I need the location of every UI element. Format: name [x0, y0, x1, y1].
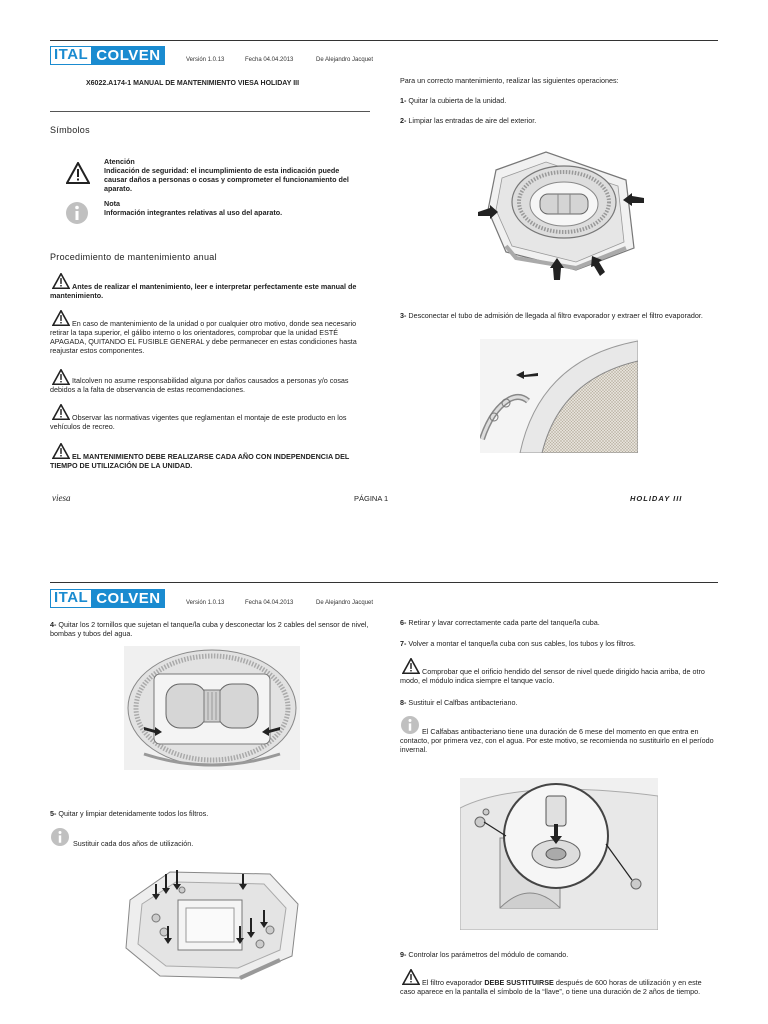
note-title: Nota: [104, 199, 120, 208]
step-6: [400, 618, 720, 627]
step-5-note: Sustituir cada dos años de utilización.: [73, 839, 194, 848]
step-5-text: Quitar y limpiar detenidamente todos los filtros.: [58, 809, 209, 818]
warning-4: [50, 413, 368, 431]
info-icon: [51, 828, 69, 851]
warning-1-text: Antes de realizar el mantenimiento, leer e interpretar perfectamente este manual de mantenimiento.: [50, 282, 357, 300]
date: Fecha 04.04.2013: [245, 57, 294, 63]
warning-5-text: EL MANTENIMIENTO DEBE REALIZARSE CADA AÑO CON INDEPENDENCIA DEL TIEMPO DE UTILIZACIÓN DE LA UNIDAD.: [50, 452, 350, 470]
logo-ital: ITAL: [50, 589, 92, 608]
warning-2-text: En caso de mantenimiento de la unidad o por cualquier otro motivo, donde sea necesario retirar la tapa superior, el gálibo interno o los orientadores, comprobar que la unidad ESTÉ APAGADA, QUITANDO EL FUSIBLE GENERAL y debe permanecer en estas condiciones hasta reajustar estos componentes.: [50, 319, 357, 355]
italcolven-logo: [50, 589, 165, 608]
step-2-num: 2-: [400, 116, 407, 125]
procedure-heading: Procedimiento de mantenimiento anual: [50, 252, 217, 262]
step-1-num: 1-: [400, 96, 407, 105]
step-2-text: Limpiar las entradas de aire del exterior.: [408, 116, 537, 125]
figure-filters-base: [120, 860, 304, 985]
note-8: [400, 727, 718, 754]
step-5-num: 5-: [50, 809, 57, 818]
author: De Alejandro Jacquet: [316, 57, 374, 63]
warning-3: [50, 376, 368, 394]
note-8-text: El Calfabas antibacteriano tiene una duración de 6 mese del momento en que entra en contacto, por primera vez, con el agua. Por este motivo, se recomienda no sustituirlo en el período invernal.: [400, 727, 714, 754]
date: Fecha 04.04.2013: [245, 600, 294, 606]
warning-6-text: Comprobar que el orificio hendido del sensor de nivel quede dirigido hacia arriba, de otro modo, el módulo indica siempre el tanque vacío.: [400, 667, 705, 685]
italcolven-logo: [50, 46, 165, 65]
step-9-num: 9-: [400, 950, 407, 959]
step-9-text: Controlar los parámetros del módulo de comando.: [408, 950, 569, 959]
title-rule: [50, 111, 370, 112]
figure-evaporator-filter: [480, 339, 638, 458]
step-6-num: 6-: [400, 618, 407, 627]
footer-model: HOLIDAY III: [630, 494, 683, 503]
warning-2: [50, 319, 366, 355]
step-8-text: Sustituir el Calfbas antibacteriano.: [408, 698, 518, 707]
footer-page: PÁGINA 1: [354, 494, 389, 503]
warning-5: [50, 452, 368, 470]
warning-7-post: después de 600 horas de utilización y en este caso aparece en la pantalla el símbolo de la “llave”, o tiene una duración de 2 años de tiempo.: [400, 978, 702, 996]
attention-title: Atención: [104, 157, 135, 166]
info-icon: [66, 202, 88, 229]
step-2: [400, 116, 720, 125]
figure-tank-screws: [124, 646, 300, 775]
step-4: [50, 620, 370, 638]
step-4-num: 4-: [50, 620, 57, 629]
step-7: [400, 639, 720, 648]
right-intro: Para un correcto mantenimiento, realizar las siguientes operaciones:: [400, 76, 619, 85]
figure-calfbas: [460, 778, 658, 935]
step-8: [400, 698, 720, 707]
top-rule: [50, 40, 718, 41]
version: Versión 1.0.13: [186, 600, 225, 606]
warning-6: [400, 667, 718, 685]
warning-7: [400, 978, 718, 996]
step-7-num: 7-: [400, 639, 407, 648]
warning-4-text: Observar las normativas vigentes que reglamentan el montaje de este producto en los vehículos de recreo.: [50, 413, 347, 431]
step-1: [400, 96, 720, 105]
warning-7-bold: DEBE SUSTITUIRSE: [484, 978, 554, 987]
logo-colven: COLVEN: [92, 46, 164, 65]
doc-title: X6022.A174-1 MANUAL DE MANTENIMIENTO VIESA HOLIDAY III: [86, 80, 300, 87]
top-rule: [50, 582, 718, 583]
figure-unit-air-inlets: [476, 140, 646, 287]
attention-icon: [66, 162, 90, 189]
footer-brand: viesa: [52, 493, 71, 503]
step-9: [400, 950, 720, 959]
note-text: Información integrantes relativas al uso del aparato.: [104, 208, 283, 217]
step-1-text: Quitar la cubierta de la unidad.: [408, 96, 507, 105]
step-6-text: Retirar y lavar correctamente cada parte del tanque/la cuba.: [408, 618, 600, 627]
step-3-text: Desconectar el tubo de admisión de llegada al filtro evaporador y extraer el filtro evaporador.: [408, 311, 703, 320]
step-5: [50, 809, 370, 818]
warning-7-pre: El filtro evaporador: [422, 978, 483, 987]
symbols-heading: Símbolos: [50, 125, 90, 135]
step-8-num: 8-: [400, 698, 407, 707]
warning-1: [50, 282, 370, 300]
step-3-num: 3-: [400, 311, 407, 320]
step-4-text: Quitar los 2 tornillos que sujetan el tanque/la cuba y desconectar los 2 cables del sensor de nivel, bombas y tubos del agua.: [50, 620, 369, 638]
version: Versión 1.0.13: [186, 57, 225, 63]
author: De Alejandro Jacquet: [316, 600, 374, 606]
step-3: [400, 311, 710, 320]
attention-text: Indicación de seguridad: el incumplimiento de esta indicación puede causar daños a personas o cosas y comprometer el funcionamiento del aparato.: [104, 166, 349, 193]
logo-ital: ITAL: [50, 46, 92, 65]
step-7-text: Volver a montar el tanque/la cuba con sus cables, los tubos y los filtros.: [408, 639, 636, 648]
logo-colven: COLVEN: [92, 589, 164, 608]
warning-3-text: Italcolven no asume responsabilidad alguna por daños causados a personas y/o cosas debidos a la falta de observancia de estas recomendaciones.: [50, 376, 349, 394]
